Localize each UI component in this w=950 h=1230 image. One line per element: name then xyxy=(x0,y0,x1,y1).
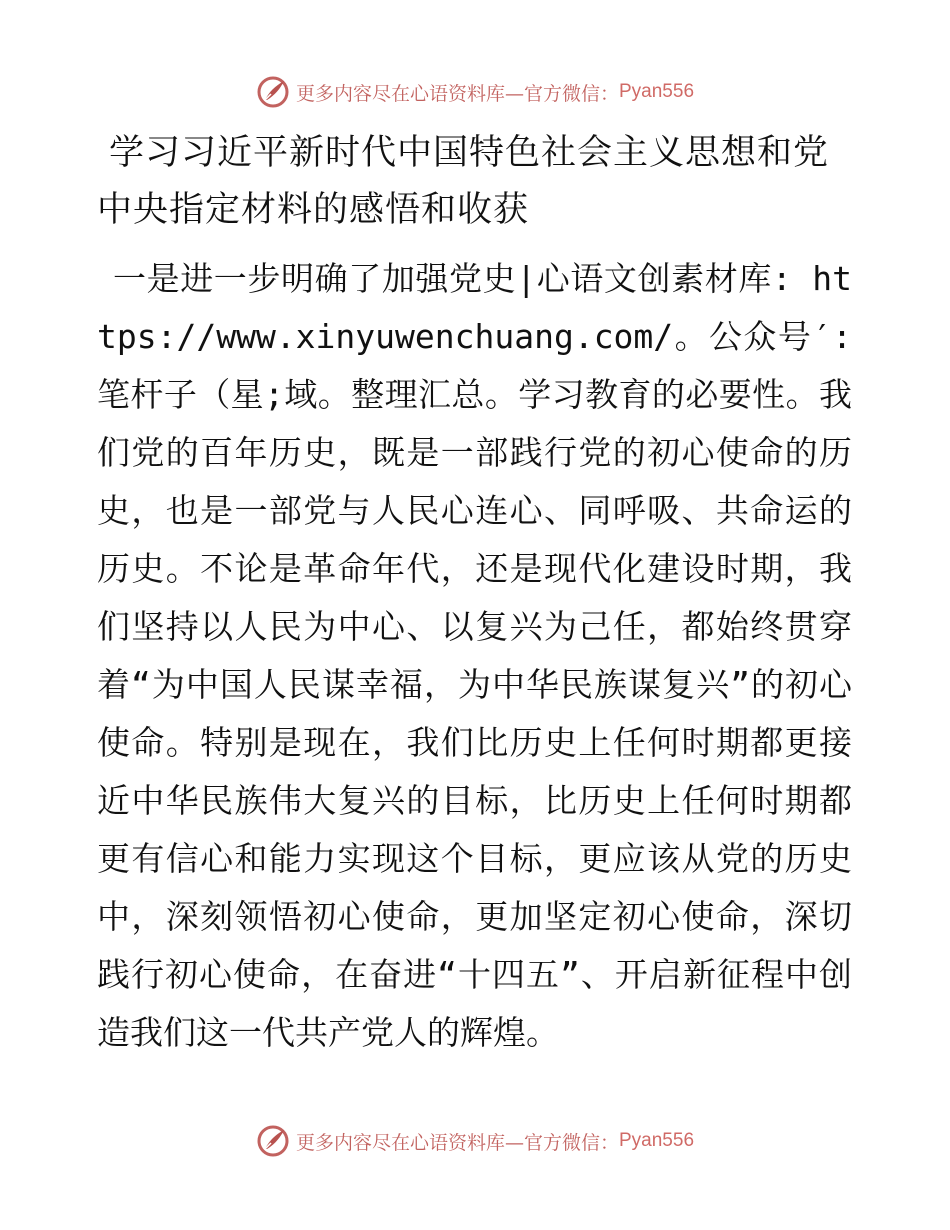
document-title: 学习习近平新时代中国特色社会主义思想和党中央指定材料的感悟和收获 xyxy=(97,133,830,230)
watermark-wechat-id: Pyan556 xyxy=(619,81,695,102)
quill-logo-icon xyxy=(256,75,290,109)
quill-logo-icon xyxy=(256,1124,290,1158)
watermark-text: 更多内容尽在心语资料库—官方微信： xyxy=(295,1131,619,1154)
footer-watermark xyxy=(0,1121,950,1161)
header-watermark xyxy=(0,72,950,112)
watermark-text: 更多内容尽在心语资料库—官方微信： xyxy=(295,82,619,105)
document-paragraph: 一是进一步明确了加强党史|心语文创素材库: https://www.xinyuwenchuang.com/。公众号′: 笔杆子（星;域。整理汇总。学习教育的必要性。我们党的百年历史，既是一部践行党的初心使命的历史，也是一部党与人民心连心、同呼吸、共命运的历史。不论是革命年代，还是现代化建设时期，我们坚持以人民为中心、以复兴为己任，都始终贯穿着“为中国人民谋幸福，为中华民族谋复兴”的初心使命。特别是现在，我们比历史上任何时期都更接近中华民族伟大复兴的目标，比历史上任何时期都更有信心和能力实现这个目标，更应该从党的历史中，深刻领悟初心使命，更加坚定初心使命，深切践行初心使命，在奋进“十四五”、开启新征程中创造我们这一代共产党人的辉煌。 xyxy=(97,259,852,1052)
watermark-wechat-id: Pyan556 xyxy=(619,1130,695,1151)
